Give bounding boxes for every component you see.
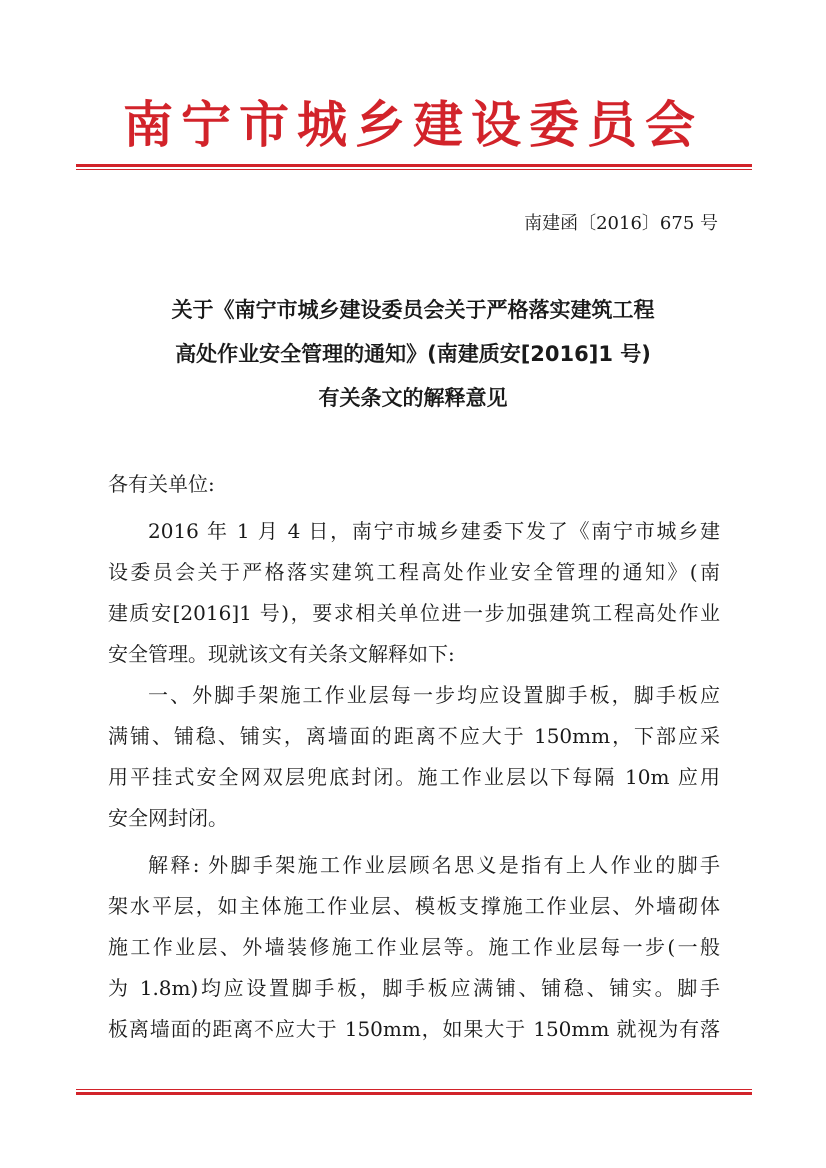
paragraph-2 [108, 675, 720, 839]
paragraph-line: 2016 年 1 月 4 日，南宁市城乡建委下发了《南宁市城乡建 [148, 519, 720, 543]
paragraph-line: 安全网封闭。 [108, 806, 228, 830]
document-body [108, 464, 720, 1050]
document-title [80, 288, 746, 420]
red-rule-thin-line [76, 169, 752, 170]
paragraph-line: 一、外脚手架施工作业层每一步均应设置脚手板，脚手板应 [148, 683, 720, 707]
paragraph-3 [108, 845, 720, 1050]
red-rule-thick-line [76, 1092, 752, 1095]
title-line-1: 关于《南宁市城乡建设委员会关于严格落实建筑工程 [171, 298, 655, 322]
paragraph-line: 满铺、铺稳、铺实，离墙面的距离不应大于 150mm，下部应采 [108, 724, 720, 748]
footer-red-rule [76, 1089, 752, 1095]
title-line-3: 有关条文的解释意见 [318, 386, 508, 410]
paragraph-1 [108, 511, 720, 675]
paragraph-line: 板离墙面的距离不应大于 150mm，如果大于 150mm 就视为有落 [108, 1017, 720, 1041]
letterhead-red-rule [76, 164, 752, 170]
paragraph-line: 用平挂式安全网双层兜底封闭。施工作业层以下每隔 10m 应用 [108, 765, 720, 789]
paragraph-line: 设委员会关于严格落实建筑工程高处作业安全管理的通知》(南 [108, 560, 720, 584]
red-rule-thick-line [76, 164, 752, 167]
document-number: 南建函〔2016〕675 号 [524, 213, 718, 234]
paragraph-line: 施工作业层、外墙装修施工作业层等。施工作业层每一步(一般 [108, 935, 720, 959]
paragraph-line: 建质安[2016]1 号)，要求相关单位进一步加强建筑工程高处作业 [108, 601, 720, 625]
letterhead-title: 南宁市城乡建设委员会 [123, 96, 703, 154]
paragraph-line: 架水平层，如主体施工作业层、模板支撑施工作业层、外墙砌体 [108, 894, 720, 918]
salutation: 各有关单位: [108, 472, 215, 496]
paragraph-line: 解释: 外脚手架施工作业层顾名思义是指有上人作业的脚手 [148, 853, 720, 877]
title-line-2: 高处作业安全管理的通知》(南建质安[2016]1 号) [175, 342, 651, 366]
red-rule-thin-line [76, 1089, 752, 1090]
paragraph-line: 安全管理。现就该文有关条文解释如下: [108, 642, 455, 666]
paragraph-line: 为 1.8m)均应设置脚手板，脚手板应满铺、铺稳、铺实。脚手 [108, 976, 720, 1000]
